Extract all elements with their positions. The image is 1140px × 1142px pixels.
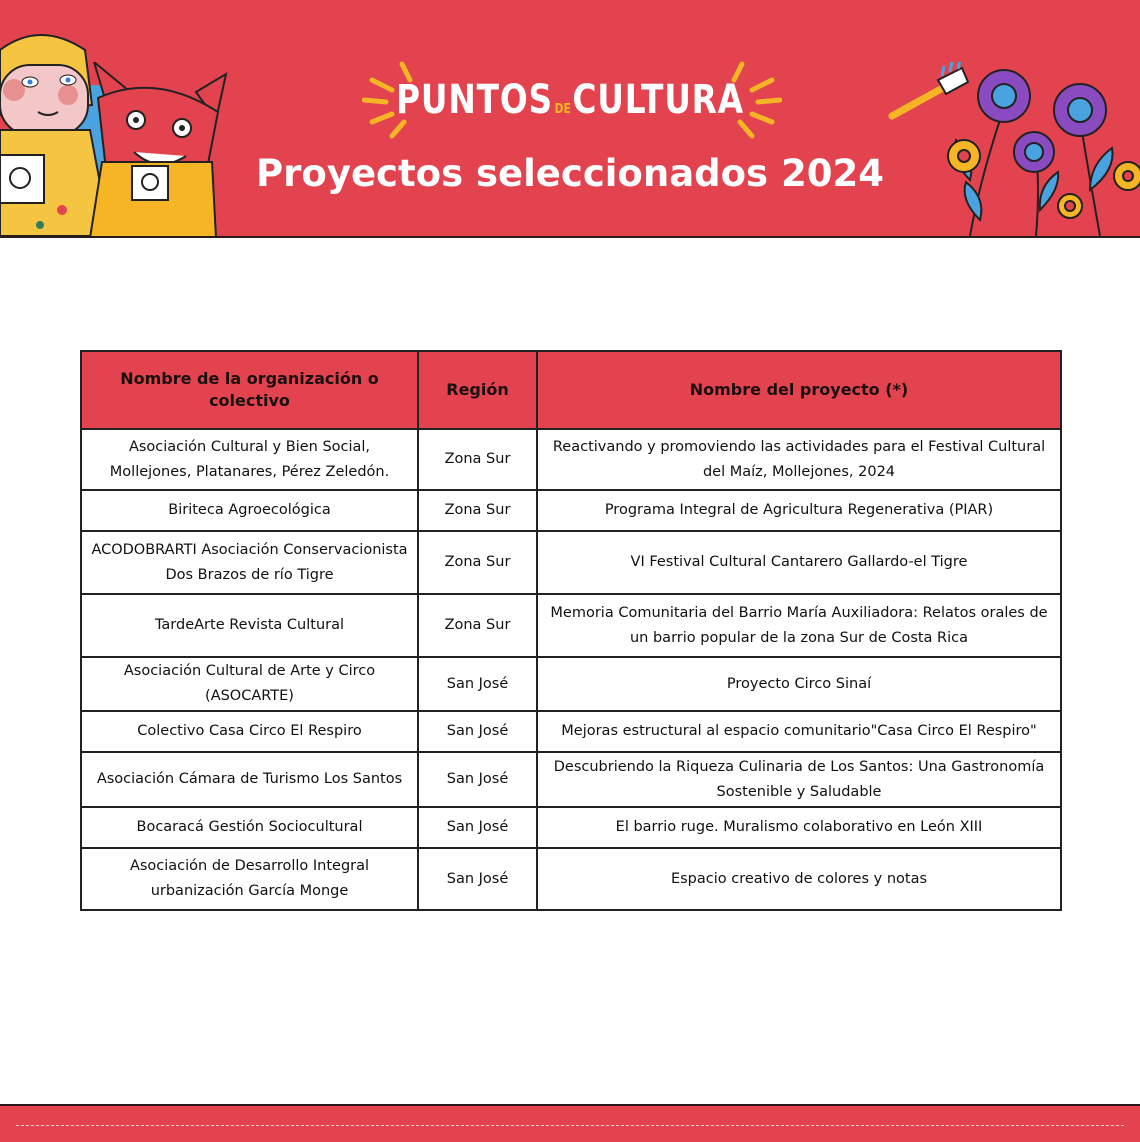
cell-organization: Asociación Cultural y Bien Social, Mollejones, Platanares, Pérez Zeledón. — [81, 429, 418, 490]
cell-project: Espacio creativo de colores y notas — [537, 848, 1061, 910]
cell-organization: TardeArte Revista Cultural — [81, 594, 418, 657]
table-row — [81, 711, 1061, 752]
cell-project: Reactivando y promoviendo las actividades para el Festival Cultural del Maíz, Mollejones, 2024 — [537, 429, 1061, 490]
cell-organization: Bocaracá Gestión Sociocultural — [81, 807, 418, 848]
cell-region: San José — [418, 657, 537, 711]
footer-band — [0, 1104, 1140, 1142]
table-row — [81, 752, 1061, 807]
brand-tail: CULTURA — [572, 77, 744, 123]
cell-region: San José — [418, 848, 537, 910]
cell-organization: ACODOBRARTI Asociación Conservacionista Dos Brazos de río Tigre — [81, 531, 418, 594]
cell-project: Programa Integral de Agricultura Regenerativa (PIAR) — [537, 490, 1061, 531]
cell-region: Zona Sur — [418, 531, 537, 594]
header-organization-label: Nombre de la organización o colectivo — [120, 369, 379, 410]
cell-project: Descubriendo la Riqueza Culinaria de Los Santos: Una Gastronomía Sostenible y Saludable — [537, 752, 1061, 807]
cell-organization: Asociación de Desarrollo Integral urbanización García Monge — [81, 848, 418, 910]
cell-organization: Biriteca Agroecológica — [81, 490, 418, 531]
cell-organization: Asociación Cámara de Turismo Los Santos — [81, 752, 418, 807]
header-region: Región — [418, 351, 537, 429]
table-row — [81, 807, 1061, 848]
cell-project: El barrio ruge. Muralismo colaborativo en León XIII — [537, 807, 1061, 848]
brand-main: PUNTOS — [396, 77, 553, 123]
cell-organization: Asociación Cultural de Arte y Circo (ASOCARTE) — [81, 657, 418, 711]
cell-region: Zona Sur — [418, 429, 537, 490]
table-row — [81, 594, 1061, 657]
cell-region: Zona Sur — [418, 594, 537, 657]
cell-region: Zona Sur — [418, 490, 537, 531]
table-row — [81, 429, 1061, 490]
cell-organization: Colectivo Casa Circo El Respiro — [81, 711, 418, 752]
cell-region: San José — [418, 807, 537, 848]
brand-de: DE — [554, 102, 571, 117]
table-row — [81, 848, 1061, 910]
cell-region: San José — [418, 752, 537, 807]
header-project: Nombre del proyecto (*) — [537, 351, 1061, 429]
cell-project: Memoria Comunitaria del Barrio María Auxiliadora: Relatos orales de un barrio popular de la zona Sur de Costa Rica — [537, 594, 1061, 657]
table-header-row — [81, 351, 1061, 429]
header-banner — [0, 0, 1140, 238]
cell-project: VI Festival Cultural Cantarero Gallardo-el Tigre — [537, 531, 1061, 594]
cell-region: San José — [418, 711, 537, 752]
table-row — [81, 490, 1061, 531]
table-row — [81, 531, 1061, 594]
cell-project: Proyecto Circo Sinaí — [537, 657, 1061, 711]
projects-table — [80, 350, 1062, 911]
footer-dashed-line — [16, 1125, 1124, 1126]
page-title: Proyectos seleccionados 2024 — [256, 152, 884, 195]
flowers-illustration-icon — [940, 60, 1140, 236]
header-organization — [81, 351, 418, 429]
table-row — [81, 657, 1061, 711]
cell-project: Mejoras estructural al espacio comunitario"Casa Circo El Respiro" — [537, 711, 1061, 752]
